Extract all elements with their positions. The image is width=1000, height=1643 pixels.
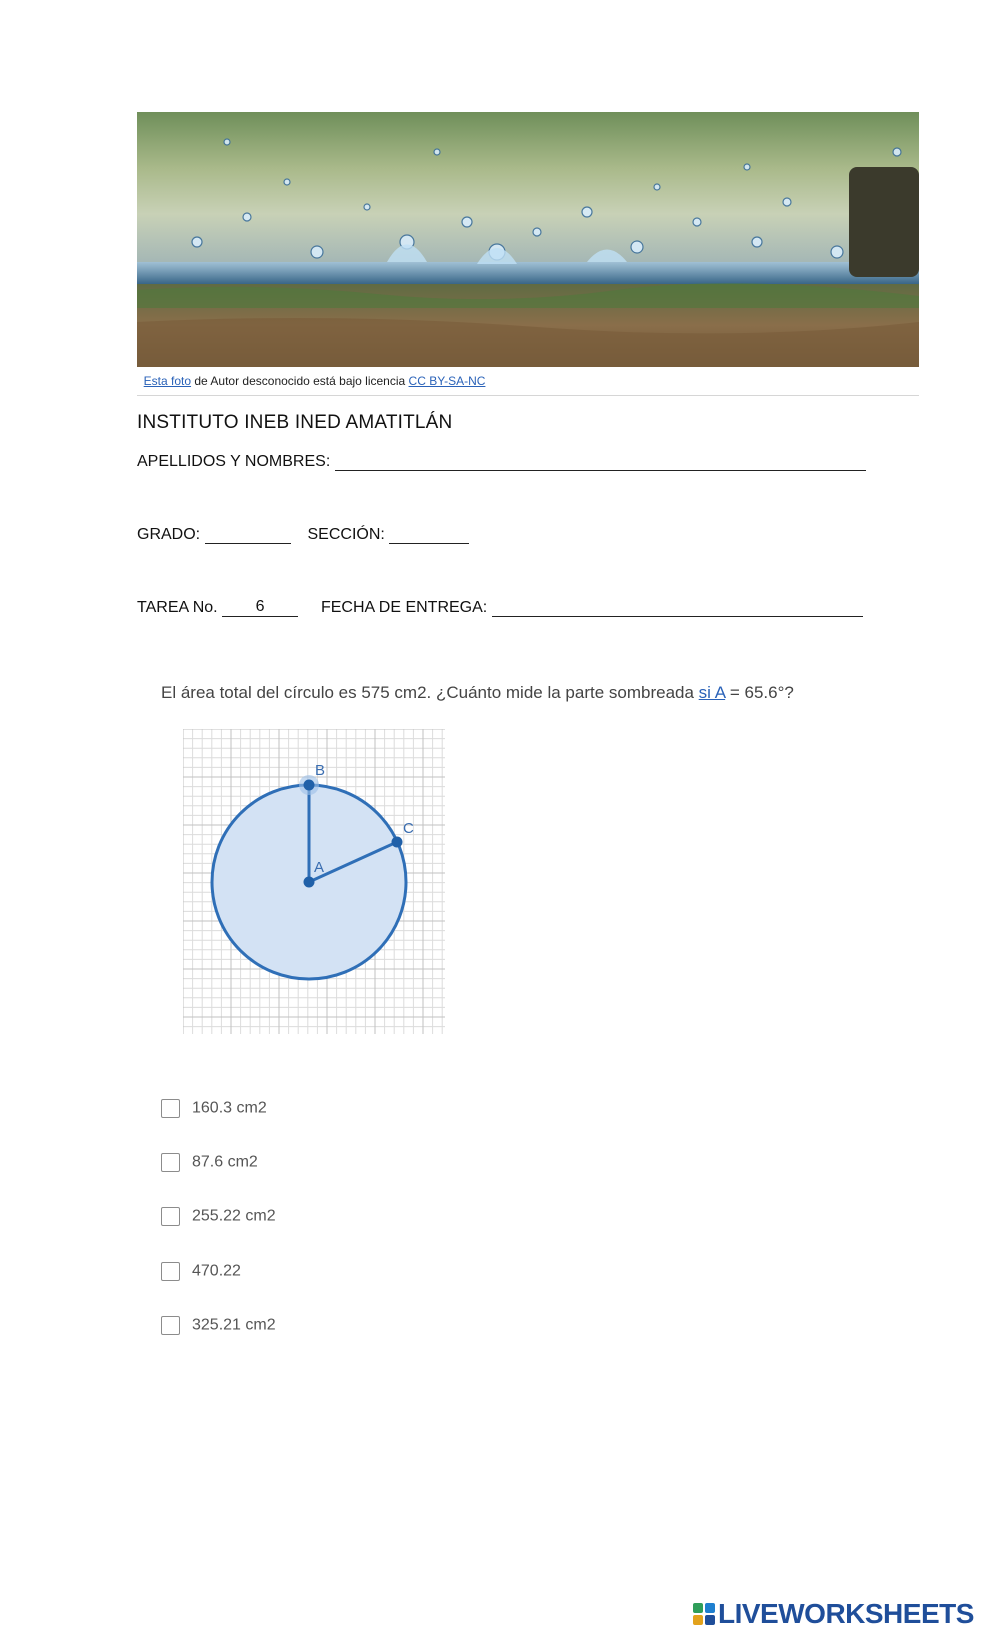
option-3[interactable] [161,1207,276,1231]
option-label: 470.22 [192,1262,241,1280]
label-b: B [315,762,326,779]
option-label: 87.6 cm2 [192,1153,258,1171]
photo-caption [137,367,919,396]
option-label: 255.22 cm2 [192,1207,276,1225]
due-blank[interactable] [492,598,863,617]
photo-link[interactable]: Esta foto [143,374,192,388]
school-title: INSTITUTO INEB INED AMATITLÁN [137,412,453,433]
names-label: APELLIDOS Y NOMBRES: [137,453,331,470]
question-part-1: El área total del círculo es 575 cm2. ¿Cuánto mide la parte sombreada [161,683,699,702]
label-c: C [403,820,414,837]
checkbox[interactable] [161,1262,180,1281]
section-label: SECCIÓN: [307,526,385,543]
point-a[interactable] [304,877,315,888]
checkbox[interactable] [161,1153,180,1172]
grade-blank[interactable] [205,525,291,544]
liveworksheets-icon [693,1603,715,1625]
brand-logo[interactable] [693,1598,974,1630]
question-part-2: = 65.6°? [725,683,794,702]
names-row [137,452,866,471]
names-blank[interactable] [335,452,866,471]
task-number[interactable]: 6 [222,598,298,617]
circle-diagram [183,729,445,1034]
checkbox[interactable] [161,1099,180,1118]
option-label: 160.3 cm2 [192,1099,267,1117]
task-row [137,598,863,617]
point-c[interactable] [392,837,403,848]
due-label: FECHA DE ENTREGA: [320,599,488,616]
checkbox[interactable] [161,1207,180,1226]
task-label: TAREA No. [137,599,218,616]
grade-label: GRADO: [137,526,201,543]
option-4[interactable] [161,1262,241,1286]
option-5[interactable] [161,1316,276,1340]
circle-figure [183,729,445,1034]
caption-text: de Autor desconocido está bajo licencia [191,374,409,388]
grade-section-row [137,525,469,544]
brand-text: LIVEWORKSHEETS [718,1598,974,1629]
option-label: 325.21 cm2 [192,1316,276,1334]
license-link[interactable]: CC BY-SA-NC [408,374,486,388]
header-photo [137,112,919,367]
option-2[interactable] [161,1153,258,1177]
checkbox[interactable] [161,1316,180,1335]
label-a: A [314,859,325,876]
question-underlined: si A [698,683,726,702]
section-blank[interactable] [389,525,469,544]
option-1[interactable] [161,1099,267,1123]
point-b[interactable] [304,780,315,791]
question-text [161,683,794,703]
